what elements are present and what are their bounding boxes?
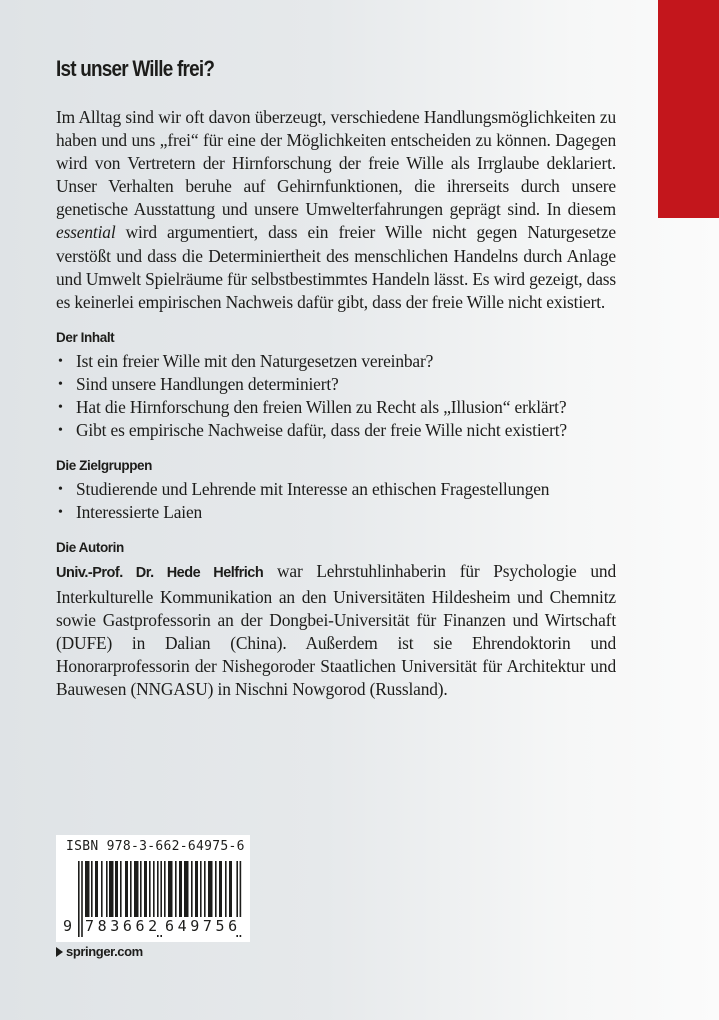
list-item xyxy=(56,396,616,419)
springer-link-text: springer.com xyxy=(66,944,143,959)
play-arrow-icon xyxy=(56,947,63,957)
intro-paragraph xyxy=(56,106,616,314)
section-heading-zielgruppen: Die Zielgruppen xyxy=(56,458,153,474)
bullet-icon: • xyxy=(58,376,63,392)
section-heading-autorin: Die Autorin xyxy=(56,540,124,556)
bullet-icon: • xyxy=(58,505,63,521)
section-heading-inhalt: Der Inhalt xyxy=(56,329,115,345)
bullet-icon: • xyxy=(58,353,63,369)
author-bio xyxy=(56,560,616,701)
list-item xyxy=(56,501,616,524)
barcode-digits-right: 649756 xyxy=(165,917,241,935)
list-item-text: Sind unsere Handlungen determiniert? xyxy=(76,373,339,394)
springer-link[interactable] xyxy=(56,944,143,959)
inhalt-list xyxy=(56,350,616,442)
list-item xyxy=(56,419,616,442)
list-item xyxy=(56,373,616,396)
bullet-icon: • xyxy=(58,423,63,439)
list-item-text: Ist ein freier Wille mit den Naturgesetzen vereinbar? xyxy=(76,350,434,371)
barcode-digits-left: 783662 xyxy=(85,917,161,935)
intro-text-part1: Im Alltag sind wir oft davon überzeugt, verschiedene Handlungsmöglichkeiten zu haben und uns „frei“ für eine der Möglichkeiten entscheiden zu können. Dagegen wird von Vertretern der Hirnforschung der freie Wille als Irrglaube deklariert. Unser Verhalten beruhe auf Gehirnfunktionen, die ihrerseits durch unsere genetische Ausstattung und unsere Umwelterfahrungen geprägt sind. In diesem xyxy=(56,107,616,220)
list-item-text: Studierende und Lehrende mit Interesse an ethischen Fragestellungen xyxy=(76,479,550,500)
book-title: Ist unser Wille frei? xyxy=(56,56,215,81)
isbn-barcode xyxy=(56,835,250,942)
barcode-digit-first: 9 xyxy=(63,917,73,935)
author-bio-text: war Lehrstuhlinhaberin für Psychologie und Interkulturelle Kommunikation an den Universitäten Hildesheim und Chemnitz sowie Gastprofessorin an der Dongbei-Universität für Finanzen und Wirtschaft (DUFE) in Dalian (China). Außerdem ist sie Ehrendoktorin und Honorarprofessorin der Nishegoroder Staatlichen Universität für Architektur und Bauwesen (NNGASU) in Nischni Nowgorod (Russland). xyxy=(56,561,617,699)
bullet-icon: • xyxy=(58,400,63,416)
list-item-text: Hat die Hirnforschung den freien Willen zu Recht als „Illusion“ erklärt? xyxy=(76,397,567,418)
list-item-text: Gibt es empirische Nachweise dafür, dass der freie Wille nicht existiert? xyxy=(76,420,567,441)
list-item-text: Interessierte Laien xyxy=(76,502,203,523)
intro-text-part2: wird argumentiert, dass ein freier Wille nicht gegen Naturgesetze verstößt und dass die Determiniertheit des menschlichen Handelns durch Anlage und Umwelt Spielräume für selbstbestimmtes Handeln lässt. Es wird gezeigt, dass es keinerlei empirischen Nachweis dafür gibt, dass der freie Wille nicht existiert. xyxy=(56,222,617,312)
bullet-icon: • xyxy=(58,482,63,498)
author-name: Univ.-Prof. Dr. Hede Helfrich xyxy=(56,565,264,582)
list-item xyxy=(56,478,616,501)
isbn-label: ISBN 978-3-662-64975-6 xyxy=(66,839,245,854)
zielgruppen-list xyxy=(56,478,616,524)
list-item xyxy=(56,350,616,373)
red-accent-bar xyxy=(658,0,719,218)
back-cover-content xyxy=(56,56,616,701)
intro-italic-term: essential xyxy=(56,222,116,243)
